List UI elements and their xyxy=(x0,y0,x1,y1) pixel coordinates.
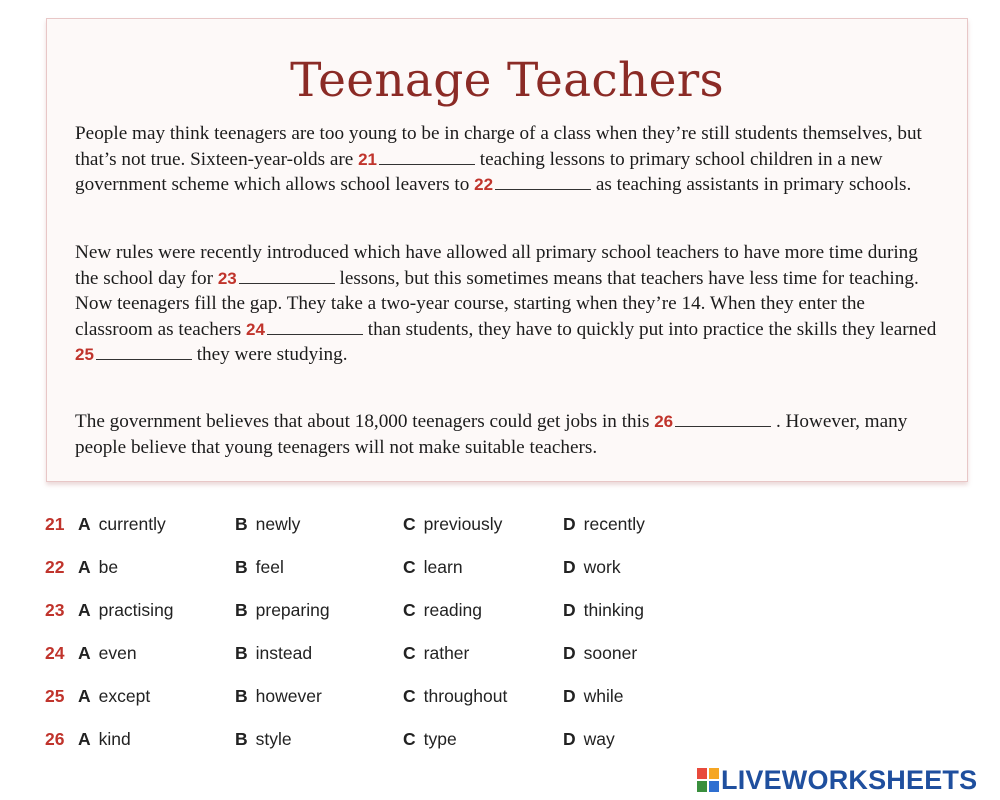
option-c[interactable] xyxy=(403,643,469,664)
option-a[interactable] xyxy=(78,600,174,621)
option-letter: A xyxy=(78,557,91,577)
paragraph-text: as teaching assistants in primary schools. xyxy=(591,174,912,195)
option-text: rather xyxy=(423,643,470,663)
option-c[interactable] xyxy=(403,514,502,535)
option-text: instead xyxy=(255,643,313,663)
option-text: preparing xyxy=(255,600,330,620)
option-letter: A xyxy=(78,686,91,706)
option-letter: A xyxy=(78,600,91,620)
option-text: kind xyxy=(98,729,131,749)
option-text: while xyxy=(583,686,624,706)
option-letter: C xyxy=(403,600,416,620)
option-letter: B xyxy=(235,643,248,663)
gap-number: 21 xyxy=(358,149,377,169)
option-text: type xyxy=(423,729,457,749)
gap-25[interactable] xyxy=(75,344,192,365)
option-letter: D xyxy=(563,514,576,534)
option-text: sooner xyxy=(583,643,638,663)
logo-text: LIVEWORKSHEETS xyxy=(721,764,978,795)
option-text: reading xyxy=(423,600,483,620)
paragraph-text: teaching lessons to primary school children in a new government scheme which allows school leavers to xyxy=(75,148,883,195)
question-row-21 xyxy=(45,514,745,557)
option-text: learn xyxy=(423,557,463,577)
paragraph-text: they were studying. xyxy=(191,344,348,365)
paragraph-3 xyxy=(75,409,943,460)
question-number: 22 xyxy=(45,557,65,577)
option-text: currently xyxy=(98,514,166,534)
option-text: recently xyxy=(583,514,645,534)
option-text: throughout xyxy=(423,686,508,706)
paragraph-text: New rules were recently introduced which have allowed all primary school teachers to have more time during the school day for xyxy=(75,242,918,289)
option-text: previously xyxy=(423,514,503,534)
option-letter: B xyxy=(235,514,248,534)
gap-26[interactable] xyxy=(654,411,771,432)
question-row-23 xyxy=(45,600,745,643)
option-letter: D xyxy=(563,600,576,620)
option-a[interactable] xyxy=(78,643,137,664)
option-d[interactable] xyxy=(563,643,637,664)
option-text: however xyxy=(255,686,322,706)
option-b[interactable] xyxy=(235,514,300,535)
gap-number: 25 xyxy=(75,345,94,364)
option-b[interactable] xyxy=(235,686,322,707)
question-number: 24 xyxy=(45,643,65,663)
option-letter: D xyxy=(563,686,576,706)
article-title: Teenage Teachers xyxy=(290,53,724,108)
question-row-24 xyxy=(45,643,745,686)
option-letter: A xyxy=(78,514,91,534)
paragraph-1 xyxy=(75,121,943,198)
gap-number: 22 xyxy=(474,175,494,194)
option-letter: A xyxy=(78,729,91,749)
gap-24[interactable] xyxy=(246,319,363,340)
answer-blank[interactable] xyxy=(239,282,335,284)
option-d[interactable] xyxy=(563,514,645,535)
question-row-26 xyxy=(45,729,745,772)
gap-number: 24 xyxy=(246,319,265,339)
answer-blank[interactable] xyxy=(495,188,591,190)
option-d[interactable] xyxy=(563,686,624,707)
option-letter: B xyxy=(235,557,248,577)
paragraph-2 xyxy=(75,240,943,368)
option-b[interactable] xyxy=(235,643,312,664)
option-c[interactable] xyxy=(403,686,507,707)
option-d[interactable] xyxy=(563,557,621,578)
question-row-22 xyxy=(45,557,745,600)
option-d[interactable] xyxy=(563,600,644,621)
gap-number: 23 xyxy=(217,268,237,288)
option-letter: C xyxy=(403,557,416,577)
option-c[interactable] xyxy=(403,557,463,578)
option-text: work xyxy=(583,557,621,577)
option-letter: C xyxy=(403,514,416,534)
option-text: be xyxy=(98,557,119,577)
option-b[interactable] xyxy=(235,729,292,750)
option-letter: B xyxy=(235,686,248,706)
option-c[interactable] xyxy=(403,600,482,621)
gap-23[interactable] xyxy=(218,268,335,289)
option-text: except xyxy=(98,686,151,706)
option-text: way xyxy=(583,729,615,749)
question-number: 21 xyxy=(45,514,65,534)
question-row-25 xyxy=(45,686,745,729)
option-letter: B xyxy=(235,600,248,620)
option-text: feel xyxy=(255,557,284,577)
paragraph-text: lessons, but this sometimes means that teachers have less time for teaching. Now teenagers fill the gap. They take a two-year course, starting when they’re 14. When they enter the classroom as teachers xyxy=(75,267,919,340)
option-b[interactable] xyxy=(235,557,284,578)
option-d[interactable] xyxy=(563,729,615,750)
option-a[interactable] xyxy=(78,686,150,707)
option-c[interactable] xyxy=(403,729,457,750)
article-panel xyxy=(46,18,968,482)
option-text: even xyxy=(98,643,137,663)
answer-blank[interactable] xyxy=(675,425,771,427)
gap-21[interactable] xyxy=(358,149,475,170)
answer-options-list xyxy=(45,514,745,772)
option-text: newly xyxy=(255,514,301,534)
answer-blank[interactable] xyxy=(96,358,192,360)
option-letter: D xyxy=(563,557,576,577)
option-b[interactable] xyxy=(235,600,330,621)
option-letter: D xyxy=(563,729,576,749)
paragraph-text: than students, they have to quickly put into practice the skills they learned xyxy=(362,318,937,340)
answer-blank[interactable] xyxy=(379,163,475,165)
paragraph-text: The government believes that about 18,000 teenagers could get jobs in this xyxy=(75,411,655,432)
paragraph-text: . However, many people believe that young teenagers will not make suitable teachers. xyxy=(75,411,908,458)
option-a[interactable] xyxy=(78,514,166,535)
liveworksheets-logo[interactable] xyxy=(697,765,977,795)
gap-22[interactable] xyxy=(474,174,591,195)
option-text: style xyxy=(255,729,292,749)
option-a[interactable] xyxy=(78,729,131,750)
paragraph-text: People may think teenagers are too young to be in charge of a class when they’re still students themselves, but that’s not true. Sixteen-year-olds are xyxy=(75,123,922,170)
liveworksheets-logo-icon xyxy=(697,768,719,792)
question-number: 25 xyxy=(45,686,65,706)
option-text: thinking xyxy=(583,600,644,620)
option-letter: B xyxy=(235,729,248,749)
answer-blank[interactable] xyxy=(267,333,363,335)
option-letter: A xyxy=(78,643,91,663)
gap-number: 26 xyxy=(654,412,674,431)
question-number: 26 xyxy=(45,729,65,749)
option-text: practising xyxy=(98,600,174,620)
option-letter: C xyxy=(403,686,416,706)
option-letter: C xyxy=(403,643,416,663)
option-letter: D xyxy=(563,643,576,663)
option-letter: C xyxy=(403,729,416,749)
question-number: 23 xyxy=(45,600,65,620)
option-a[interactable] xyxy=(78,557,118,578)
